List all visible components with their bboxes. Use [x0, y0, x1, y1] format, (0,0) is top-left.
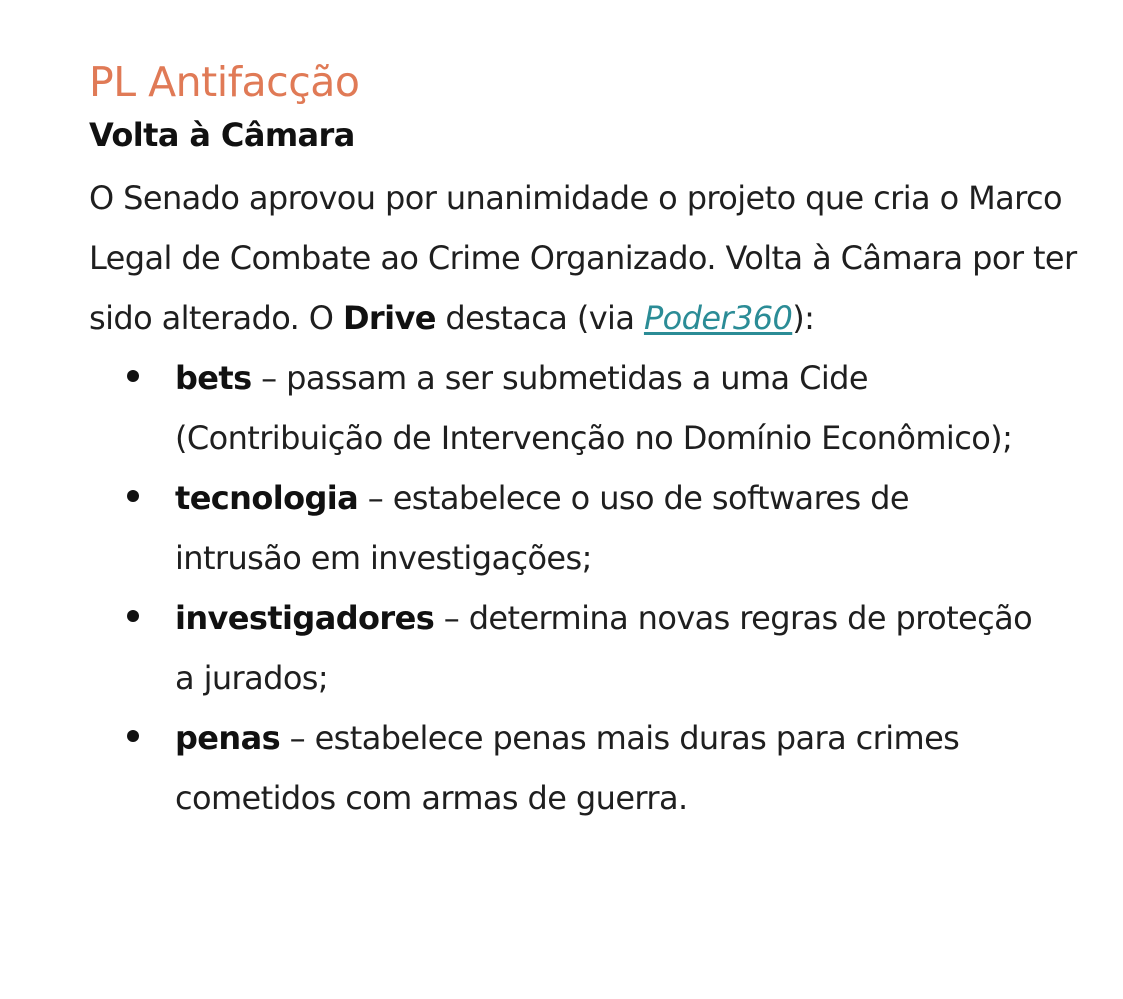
intro-text-continued: destaca (via: [435, 299, 644, 337]
intro-paragraph: [89, 168, 1099, 348]
list-item-term: bets: [175, 359, 252, 397]
bullet-icon: [127, 370, 139, 382]
highlights-list: [89, 348, 1099, 828]
section-title: PL Antifacção: [89, 58, 360, 106]
bullet-icon: [127, 730, 139, 742]
list-item-text: – estabelece penas mais duras para crimes cometidos com armas de guerra.: [175, 719, 960, 817]
intro-bold-drive: Drive: [342, 299, 436, 337]
list-item: [175, 708, 1039, 828]
bullet-icon: [127, 610, 139, 622]
intro-text: O Senado aprovou por unanimidade o projeto que cria o Marco Legal de Combate ao Crime Organizado. Volta à Câmara por ter sido alterado. O: [89, 179, 1077, 337]
list-item: [175, 588, 1039, 708]
list-item-text: – passam a ser submetidas a uma Cide (Contribuição de Intervenção no Domínio Econômico);: [175, 359, 1013, 457]
list-item-term: penas: [175, 719, 281, 757]
source-link-poder360[interactable]: Poder360: [643, 299, 793, 337]
bullet-icon: [127, 490, 139, 502]
intro-text-end: ):: [792, 299, 815, 337]
article: [89, 52, 1099, 828]
section-subheading: Volta à Câmara: [89, 116, 355, 154]
list-item-term: investigadores: [175, 599, 435, 637]
list-item-text: – estabelece o uso de softwares de intrusão em investigações;: [175, 479, 909, 577]
list-item: [175, 468, 1039, 588]
list-item-term: tecnologia: [175, 479, 359, 517]
list-item-text: – determina novas regras de proteção a jurados;: [175, 599, 1033, 697]
list-item: [175, 348, 1039, 468]
